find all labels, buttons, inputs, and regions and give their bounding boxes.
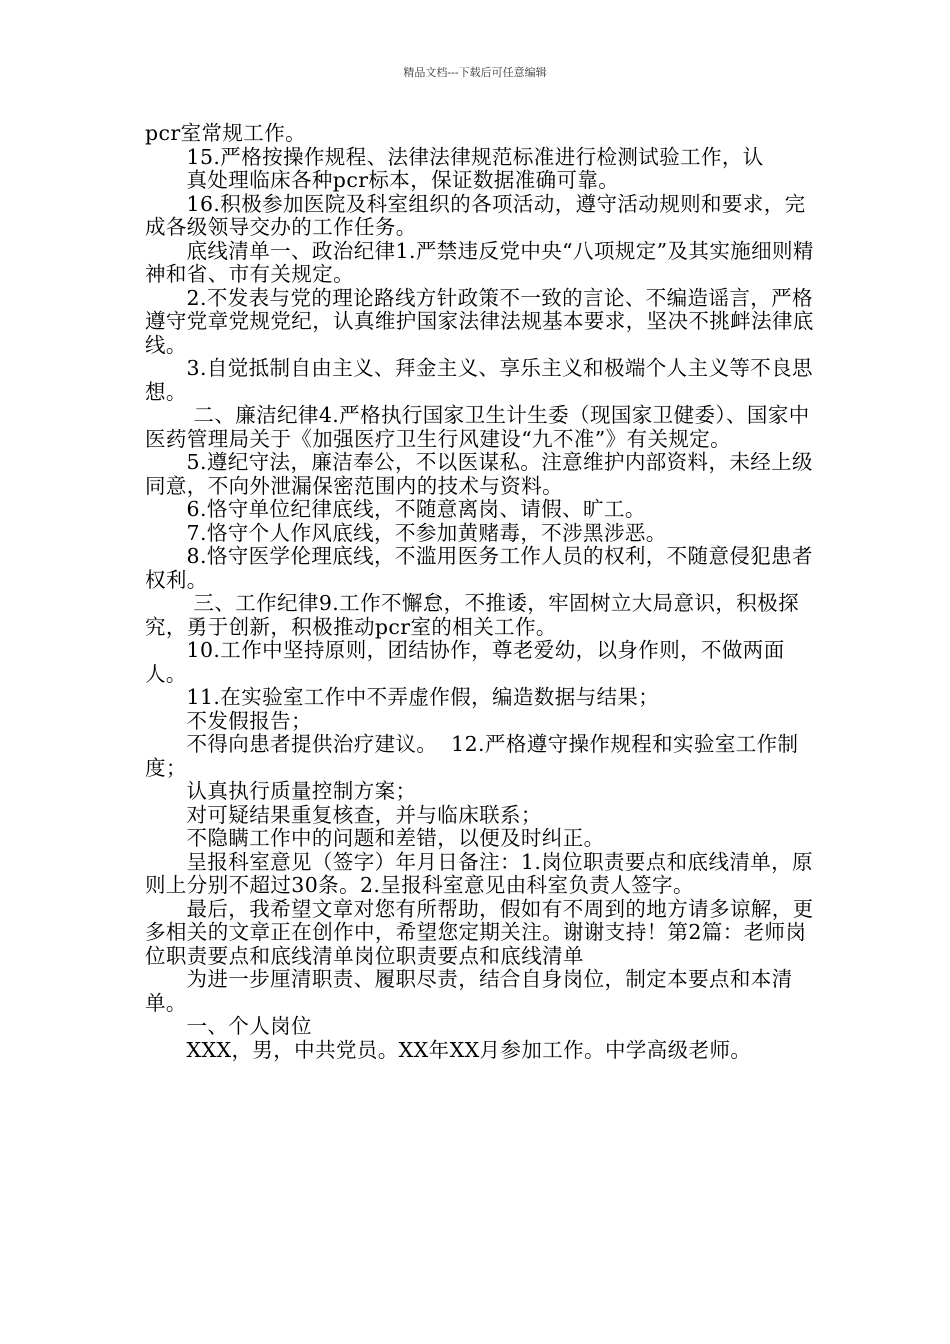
paragraph-1: pcr室常规工作。 <box>145 121 307 145</box>
paragraph-19: 对可疑结果重复核查，并与临床联系； <box>145 802 542 827</box>
paragraph-7: 3.自觉抵制自由主义、拜金主义、享乐主义和极端个人主义等不良思想。 <box>145 356 813 404</box>
paragraph-13: 三、工作纪律9.工作不懈怠，不推诿，牢固树立大局意识，积极探究，勇于创新，积极推动pcr室的相关工作。 <box>145 591 799 639</box>
paragraph-2: 15.严格按操作规程、法律法律规范标准进行检测试验工作，认 <box>145 144 764 169</box>
document-body <box>145 122 825 1062</box>
paragraph-9: 5.遵纪守法，廉洁奉公，不以医谋私。注意维护内部资料，未经上级同意，不向外泄漏保密范围内的技术与资料。 <box>145 450 813 498</box>
paragraph-24: 一、个人岗位 <box>145 1014 312 1038</box>
page-header: 精品文档---下载后可任意编辑 <box>403 66 547 79</box>
paragraph-16: 不发假报告； <box>145 708 312 733</box>
paragraph-3: 真处理临床各种pcr标本，保证数据准确可靠。 <box>145 168 620 192</box>
paragraph-11: 7.恪守个人作风底线，不参加黄赌毒，不涉黑涉恶。 <box>145 520 667 545</box>
paragraph-4: 16.积极参加医院及科室组织的各项活动，遵守活动规则和要求，完成各级领导交办的工作任务。 <box>145 191 806 239</box>
paragraph-15: 11.在实验室工作中不弄虚作假，编造数据与结果； <box>145 685 660 709</box>
paragraph-18: 认真执行质量控制方案； <box>145 779 417 803</box>
paragraph-22: 最后，我希望文章对您有所帮助，假如有不周到的地方请多谅解，更多相关的文章正在创作中，希望您定期关注。谢谢支持！第2篇：老师岗位职责要点和底线清单岗位职责要点和底线清单 <box>145 896 814 968</box>
paragraph-14: 10.工作中坚持原则，团结协作，尊老爱幼，以身作则，不做两面人。 <box>145 638 785 686</box>
paragraph-17: 不得向患者提供治疗建议。 12.严格遵守操作规程和实验室工作制度； <box>145 732 799 780</box>
paragraph-10: 6.恪守单位纪律底线，不随意离岗、请假、旷工。 <box>145 497 646 521</box>
paragraph-8: 二、廉洁纪律4.严格执行国家卫生计生委（现国家卫健委）、国家中医药管理局关于《加强医疗卫生行风建设“九不准”》有关规定。 <box>145 403 810 451</box>
paragraph-25: XXX，男，中共党员。XX年XX月参加工作。中学高级老师。 <box>145 1037 752 1062</box>
paragraph-23: 为进一步厘清职责、履职尽责，结合自身岗位，制定本要点和本清单。 <box>145 967 793 1015</box>
paragraph-12: 8.恪守医学伦理底线，不滥用医务工作人员的权利，不随意侵犯患者权利。 <box>145 544 813 592</box>
paragraph-21: 呈报科室意见（签字）年月日备注：1.岗位职责要点和底线清单，原则上分别不超过30条。2.呈报科室意见由科室负责人签字。 <box>145 849 813 897</box>
paragraph-5: 底线清单一、政治纪律1.严禁违反党中央“八项规定”及其实施细则精神和省、市有关规定。 <box>145 238 814 286</box>
paragraph-6: 2.不发表与党的理论路线方针政策不一致的言论、不编造谣言，严格遵守党章党规党纪，认真维护国家法律法规基本要求，坚决不挑衅法律底线。 <box>145 285 814 357</box>
paragraph-20: 不隐瞒工作中的问题和差错，以便及时纠正。 <box>145 826 605 850</box>
